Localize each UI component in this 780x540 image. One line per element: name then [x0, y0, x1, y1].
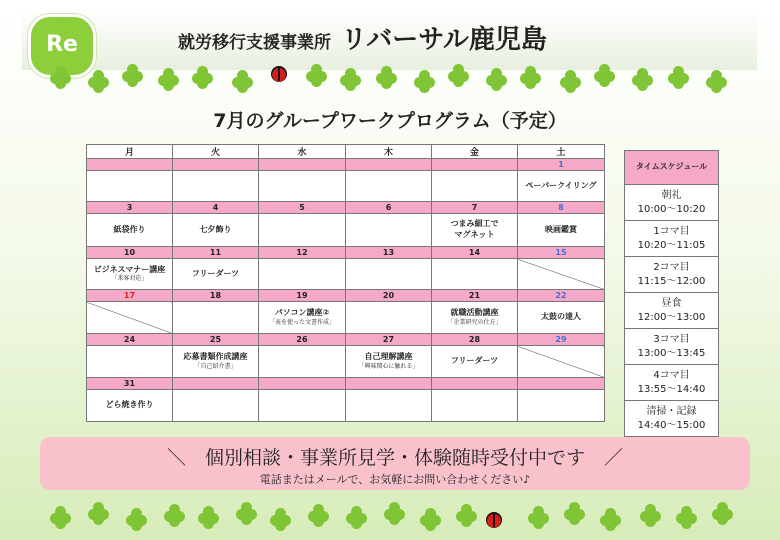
event-title: 紙袋作り	[113, 224, 146, 234]
event-cell	[259, 302, 346, 334]
clover-icon	[456, 504, 478, 526]
weekday-header: 木	[346, 145, 432, 159]
event-title: フリーダーツ	[450, 356, 499, 366]
event-cell	[432, 214, 518, 247]
event-subtitle: 「興味関心に触れる」	[358, 362, 419, 370]
event-cell	[173, 346, 259, 378]
date-cell: 29	[518, 334, 605, 346]
date-cell: 27	[346, 334, 432, 346]
schedule-heading: タイムスケジュール	[625, 151, 719, 185]
event-cell	[173, 171, 259, 202]
date-cell	[432, 159, 518, 171]
date-cell: 7	[432, 202, 518, 214]
date-cell: 19	[259, 290, 346, 302]
clover-icon	[712, 502, 734, 524]
event-cell	[518, 346, 605, 378]
event-cell	[259, 390, 346, 422]
event-cell	[87, 302, 173, 334]
clover-icon	[306, 64, 328, 86]
event-row	[87, 214, 605, 247]
event-cell	[259, 259, 346, 290]
event-title: どら焼き作り	[105, 400, 154, 410]
date-cell: 1	[518, 159, 605, 171]
date-cell	[346, 159, 432, 171]
event-title: 応募書類作成講座	[183, 352, 248, 362]
weekday-header: 月	[87, 145, 173, 159]
date-row	[87, 290, 605, 302]
event-title: 就職活動講座	[450, 308, 499, 318]
event-cell	[518, 390, 605, 422]
event-cell	[173, 390, 259, 422]
event-cell	[432, 390, 518, 422]
clover-icon	[192, 66, 214, 88]
date-row	[87, 202, 605, 214]
event-subtitle: 「表を使った文書作成」	[268, 318, 335, 326]
schedule-item: 2コマ目 11:15〜12:00	[625, 257, 719, 293]
event-cell	[432, 302, 518, 334]
clover-icon	[236, 502, 258, 524]
event-title: 太鼓の達人	[541, 312, 581, 322]
event-cell	[432, 171, 518, 202]
event-cell	[259, 214, 346, 247]
clover-icon	[376, 66, 398, 88]
clover-icon	[560, 70, 582, 92]
date-cell: 12	[259, 247, 346, 259]
event-title: パソコン講座②	[274, 308, 330, 318]
schedule-item: 3コマ目 13:00〜13:45	[625, 329, 719, 365]
date-cell: 21	[432, 290, 518, 302]
date-row	[87, 247, 605, 259]
date-cell	[87, 159, 173, 171]
clover-icon	[88, 70, 110, 92]
logo: Re	[28, 14, 96, 78]
date-cell	[259, 378, 346, 390]
clover-icon	[198, 506, 220, 528]
banner-headline: ＼ 個別相談・事業所見学・体験随時受付中です ／	[166, 447, 623, 469]
schedule-item: 1コマ目 10:20〜11:05	[625, 221, 719, 257]
event-cell	[518, 302, 605, 334]
weekday-header: 火	[173, 145, 259, 159]
event-cell	[173, 259, 259, 290]
date-cell: 13	[346, 247, 432, 259]
time-schedule	[624, 150, 719, 437]
ladybug-icon	[486, 512, 502, 528]
event-cell	[87, 390, 173, 422]
event-cell	[346, 346, 432, 378]
event-title: つまみ細工で	[450, 219, 499, 229]
event-row	[87, 390, 605, 422]
weekday-header: 金	[432, 145, 518, 159]
event-subtitle: マグネット	[454, 230, 495, 239]
date-cell	[518, 378, 605, 390]
clover-icon	[308, 504, 330, 526]
company-prefix: 就労移行支援事業所	[178, 33, 331, 53]
clover-icon	[564, 502, 586, 524]
clover-icon	[384, 502, 406, 524]
event-cell	[173, 214, 259, 247]
date-cell: 18	[173, 290, 259, 302]
schedule-item: 清掃・記録 14:40〜15:00	[625, 401, 719, 437]
event-cell	[87, 259, 173, 290]
date-cell: 28	[432, 334, 518, 346]
clover-icon	[632, 68, 654, 90]
date-cell: 11	[173, 247, 259, 259]
clover-icon	[528, 506, 550, 528]
date-cell: 4	[173, 202, 259, 214]
clover-icon	[346, 506, 368, 528]
clover-icon	[50, 506, 72, 528]
page-title: 7月のグループワークプログラム（予定）	[213, 110, 567, 132]
event-cell	[432, 346, 518, 378]
date-cell	[173, 378, 259, 390]
event-subtitle: 「自己紹介書」	[194, 362, 237, 370]
date-cell: 22	[518, 290, 605, 302]
clover-icon	[158, 68, 180, 90]
clover-icon	[50, 66, 72, 88]
event-cell	[432, 259, 518, 290]
event-cell	[87, 214, 173, 247]
clover-icon	[414, 70, 436, 92]
clover-icon	[448, 64, 470, 86]
clover-decoration-bottom	[0, 502, 780, 532]
event-title: 映画鑑賞	[545, 224, 577, 234]
clover-icon	[676, 506, 698, 528]
schedule-item: 4コマ目 13:55〜14:40	[625, 365, 719, 401]
event-cell	[346, 214, 432, 247]
clover-icon	[668, 66, 690, 88]
clover-decoration-top	[0, 64, 780, 94]
event-cell	[518, 214, 605, 247]
event-cell	[346, 390, 432, 422]
clover-icon	[232, 70, 254, 92]
date-cell: 5	[259, 202, 346, 214]
clover-icon	[270, 508, 292, 530]
event-title: 自己理解講座	[364, 352, 413, 362]
date-cell: 10	[87, 247, 173, 259]
program-calendar	[86, 144, 605, 422]
ladybug-icon	[271, 66, 287, 82]
date-row	[87, 378, 605, 390]
company-name	[178, 20, 547, 56]
event-row	[87, 259, 605, 290]
date-cell	[259, 159, 346, 171]
clover-icon	[640, 504, 662, 526]
date-cell: 8	[518, 202, 605, 214]
clover-icon	[594, 64, 616, 86]
event-cell	[346, 171, 432, 202]
event-subtitle: 「来客対応」	[111, 275, 148, 283]
contact-banner	[40, 437, 750, 490]
event-title: フリーダーツ	[191, 268, 240, 278]
event-cell	[346, 259, 432, 290]
clover-icon	[520, 66, 542, 88]
clover-icon	[420, 508, 442, 530]
company-title: リバーサル鹿児島	[341, 25, 547, 55]
date-cell	[346, 378, 432, 390]
clover-icon	[600, 508, 622, 530]
date-row	[87, 159, 605, 171]
date-cell: 17	[87, 290, 173, 302]
event-row	[87, 171, 605, 202]
date-cell: 25	[173, 334, 259, 346]
weekday-header: 水	[259, 145, 346, 159]
clover-icon	[486, 68, 508, 90]
schedule-item: 昼食 12:00〜13:00	[625, 293, 719, 329]
weekday-header-row	[87, 145, 605, 159]
event-title: ペーパークイリング	[525, 180, 597, 190]
event-cell	[87, 346, 173, 378]
banner-subtext: 電話またはメールで、お気軽にお問い合わせください♪	[259, 473, 531, 486]
schedule-item: 朝礼 10:00〜10:20	[625, 185, 719, 221]
date-row	[87, 334, 605, 346]
date-cell: 20	[346, 290, 432, 302]
clover-icon	[122, 64, 144, 86]
event-cell	[259, 346, 346, 378]
event-subtitle: 「企業研究の仕方」	[447, 318, 502, 326]
date-cell: 31	[87, 378, 173, 390]
event-row	[87, 302, 605, 334]
date-cell: 24	[87, 334, 173, 346]
clover-icon	[126, 508, 148, 530]
event-cell	[173, 302, 259, 334]
weekday-header: 土	[518, 145, 605, 159]
date-cell: 3	[87, 202, 173, 214]
event-cell	[518, 171, 605, 202]
event-cell	[518, 259, 605, 290]
clover-icon	[706, 70, 728, 92]
date-cell	[173, 159, 259, 171]
clover-icon	[88, 502, 110, 524]
event-cell	[259, 171, 346, 202]
event-title: 七夕飾り	[199, 224, 232, 234]
date-cell: 26	[259, 334, 346, 346]
date-cell	[432, 378, 518, 390]
date-cell: 6	[346, 202, 432, 214]
event-title: ビジネスマナー講座	[93, 264, 166, 274]
clover-icon	[340, 68, 362, 90]
date-cell: 15	[518, 247, 605, 259]
event-row	[87, 346, 605, 378]
event-cell	[346, 302, 432, 334]
date-cell: 14	[432, 247, 518, 259]
clover-icon	[164, 504, 186, 526]
event-cell	[87, 171, 173, 202]
